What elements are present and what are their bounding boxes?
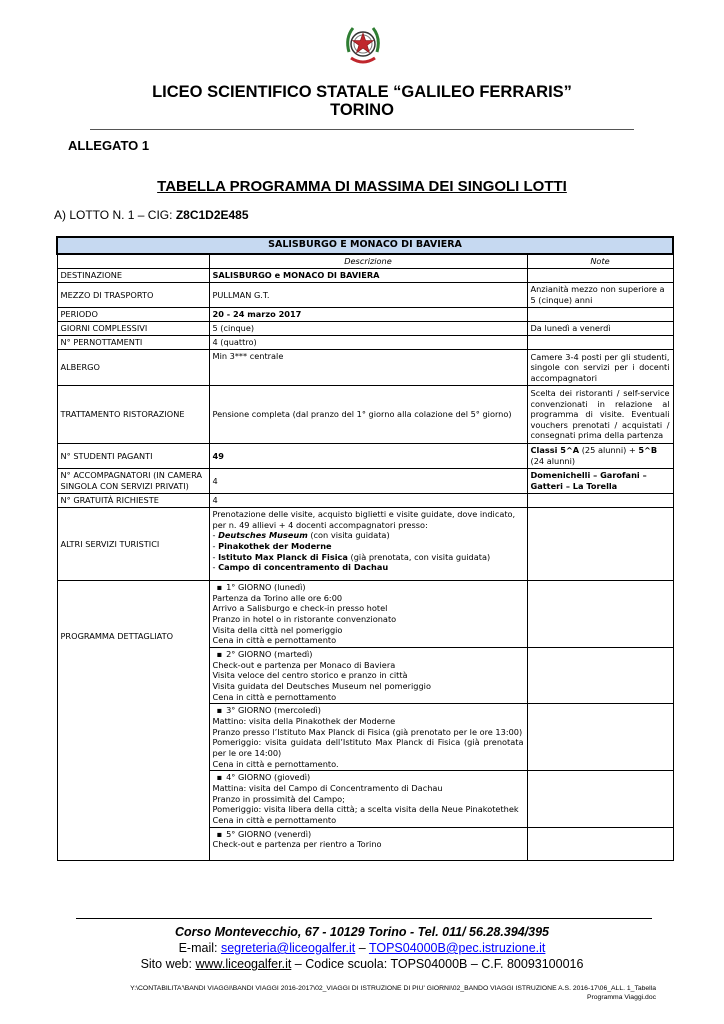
table-row	[57, 469, 673, 494]
footer-web-line: Sito web: www.liceogalfer.it – Codice scuola: TOPS04000B – C.F. 80093100016	[140, 957, 584, 971]
row-note: Anzianità mezzo non superiore a 5 (cinque) anni	[527, 283, 673, 308]
table-row	[57, 494, 673, 508]
footer-address: Corso Montevecchio, 67 - 10129 Torino - Tel. 011/ 56.28.394/395	[174, 925, 549, 939]
row-label: ALTRI SERVIZI TURISTICI	[57, 508, 209, 581]
row-desc: 4	[209, 469, 527, 494]
table-row	[57, 386, 673, 444]
row-label: DESTINAZIONE	[57, 269, 209, 283]
table-row	[57, 322, 673, 336]
program-day-2: ▪ 2° GIORNO (martedì) Check-out e partenza per Monaco di Baviera Visita veloce del centro storico e pranzo in città Visita guidata del Deutsches Museum nel pomeriggio Cena in città e pernottamento	[209, 647, 527, 703]
row-label: ALBERGO	[57, 350, 209, 386]
lotto-cig: Z8C1D2E485	[175, 208, 249, 222]
allegato-label: ALLEGATO 1	[68, 138, 150, 153]
table-column-header-row	[57, 254, 673, 269]
row-desc: PULLMAN G.T.	[209, 283, 527, 308]
row-label: PROGRAMMA DETTAGLIATO	[57, 581, 209, 861]
program-day-5: ▪ 5° GIORNO (venerdì) Check-out e partenza per rientro a Torino	[209, 827, 527, 860]
row-note: Scelta dei ristoranti / self-service convenzionati in relazione al programma di visite. Eventuali vouchers prenotati / acquistati / consegnati prima della partenza	[527, 386, 673, 444]
pec-email-link[interactable]: TOPS04000B@pec.istruzione.it	[368, 941, 546, 955]
row-desc: 49	[209, 444, 527, 469]
row-note	[527, 494, 673, 508]
row-desc: 4 (quattro)	[209, 336, 527, 350]
lotto-prefix: A) LOTTO N. 1 – CIG:	[54, 208, 176, 222]
row-label: TRATTAMENTO RISTORAZIONE	[57, 386, 209, 444]
school-name: LICEO SCIENTIFICO STATALE “GALILEO FERRARIS”	[152, 83, 572, 101]
document-title: TABELLA PROGRAMMA DI MASSIMA DEI SINGOLI LOTTI	[157, 178, 567, 195]
program-day-1: ▪ 1° GIORNO (lunedì) Partenza da Torino alle ore 6:00 Arrivo a Salisburgo e check-in presso hotel Pranzo in hotel o in ristorante convenzionato Visita della città nel pomeriggio Cena in città e pernottamento	[209, 581, 527, 648]
table-heading-row	[57, 237, 673, 254]
row-desc: Prenotazione delle visite, acquisto biglietti e visite guidate, dove indicato, per n. 49 allievi + 4 docenti accompagnatori presso: - Deutsches Museum (con visita guidata) - Pinakothek der Moderne - Istituto Max Planck di Fisica (già prenotata, con visita guidata) - Campo di concentramento di Dachau	[209, 508, 527, 581]
table-row	[57, 336, 673, 350]
row-note: Da lunedì a venerdì	[527, 322, 673, 336]
program-table	[56, 236, 674, 861]
file-path: Y:\CONTABILITA'\BANDI VIAGGI\BANDI VIAGGI 2016-2017\02_VIAGGI DI ISTRUZIONE DI PIU' GIORNI\02_BANDO VIAGGI ISTRUZIONE A.S. 2016-17\06_ALL. 1_Tabella Programma Viaggi.doc	[130, 985, 656, 1002]
row-desc: 5 (cinque)	[209, 322, 527, 336]
website-link[interactable]: www.liceogalfer.it	[195, 957, 292, 971]
table-row	[57, 508, 673, 581]
row-label: N° GRATUITÀ RICHIESTE	[57, 494, 209, 508]
row-desc: Pensione completa (dal pranzo del 1° giorno alla colazione del 5° giorno)	[209, 386, 527, 444]
row-note: Classi 5^A (25 alunni) + 5^B (24 alunni)	[527, 444, 673, 469]
col-descrizione: Descrizione	[209, 254, 527, 269]
col-note: Note	[527, 254, 673, 269]
row-label: PERIODO	[57, 308, 209, 322]
table-heading: SALISBURGO E MONACO DI BAVIERA	[57, 237, 673, 254]
row-label: GIORNI COMPLESSIVI	[57, 322, 209, 336]
table-row	[57, 308, 673, 322]
row-desc: 4	[209, 494, 527, 508]
lotto-line	[54, 208, 249, 222]
table-row	[57, 269, 673, 283]
program-day-4: ▪ 4° GIORNO (giovedì) Mattina: visita del Campo di Concentramento di Dachau Pranzo in prossimità del Campo; Pomeriggio: visita libera della città; a scelta visita della Neue Pinakotethek Cena in città e pernottamento	[209, 771, 527, 827]
table-row	[57, 283, 673, 308]
table-row	[57, 350, 673, 386]
row-note: Camere 3-4 posti per gli studenti, singole con servizi per i docenti accompagnatori	[527, 350, 673, 386]
footer-divider	[76, 918, 652, 919]
row-note: Domenichelli – Garofani – Gatteri – La Torella	[527, 469, 673, 494]
row-note	[527, 308, 673, 322]
row-label: MEZZO DI TRASPORTO	[57, 283, 209, 308]
header-divider	[90, 129, 634, 130]
table-row	[57, 444, 673, 469]
program-day-3: ▪ 3° GIORNO (mercoledì) Mattino: visita della Pinakothek der Moderne Pranzo presso l’Istituto Max Planck di Fisica (già prenotato per le ore 13:00) Pomeriggio: visita guidata dell’Istituto Max Planck di Fisica (già prenotata per le ore 14:00) Cena in città e pernottamento.	[209, 704, 527, 771]
row-desc: SALISBURGO e MONACO DI BAVIERA	[209, 269, 527, 283]
footer-email-line: E-mail: segreteria@liceogalfer.it – TOPS04000B@pec.istruzione.it	[178, 941, 546, 955]
row-label: N° ACCOMPAGNATORI (IN CAMERA SINGOLA CON SERVIZI PRIVATI)	[57, 469, 209, 494]
row-label: N° PERNOTTAMENTI	[57, 336, 209, 350]
table-row	[57, 581, 673, 648]
email-link[interactable]: segreteria@liceogalfer.it	[220, 941, 356, 955]
italian-republic-emblem-icon	[343, 22, 383, 68]
row-note	[527, 336, 673, 350]
row-desc: Min 3*** centrale	[209, 350, 527, 386]
row-note	[527, 269, 673, 283]
school-city: TORINO	[330, 101, 394, 119]
row-desc: 20 - 24 marzo 2017	[209, 308, 527, 322]
row-label: N° STUDENTI PAGANTI	[57, 444, 209, 469]
